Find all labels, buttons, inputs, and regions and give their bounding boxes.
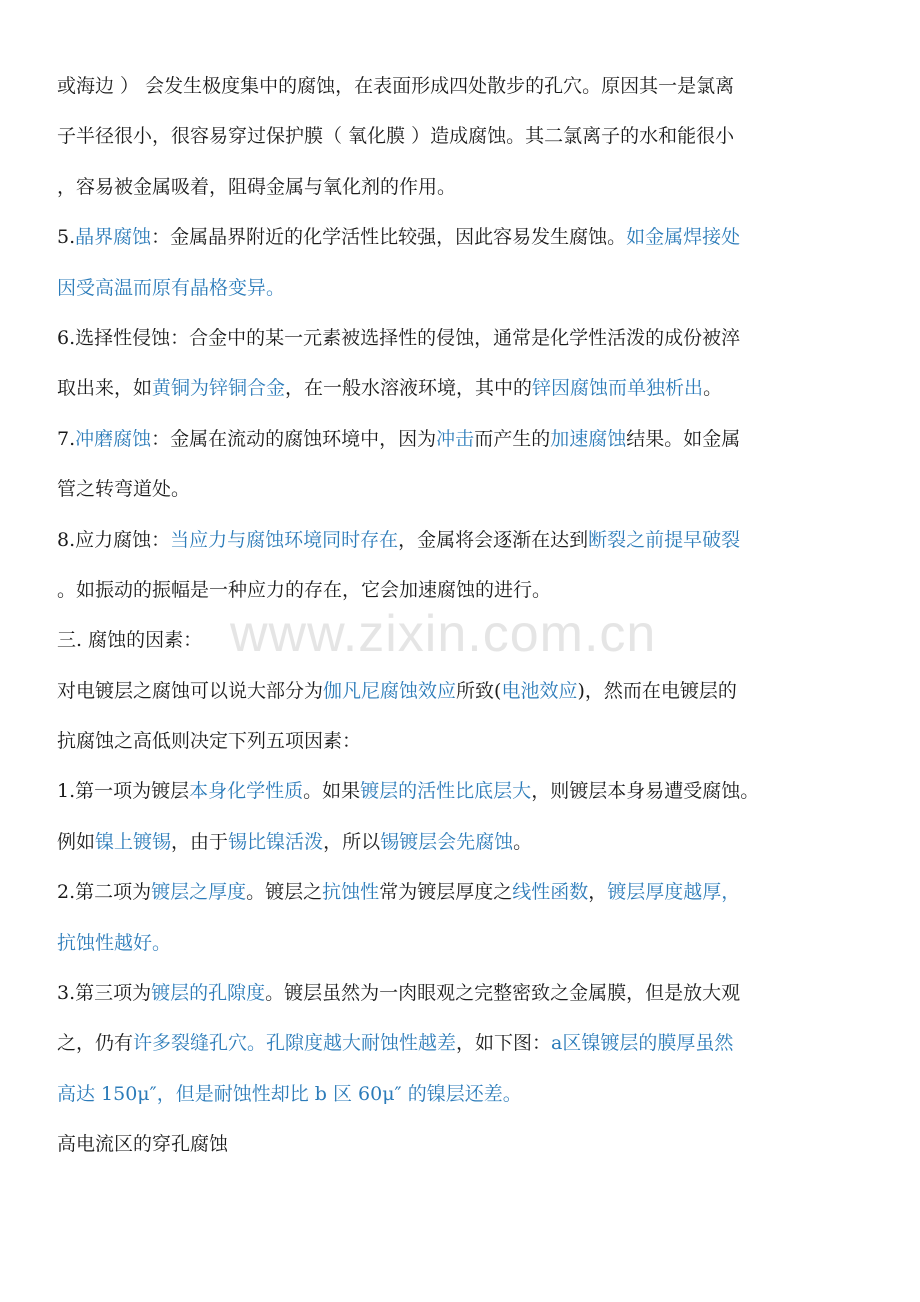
text-segment: ：金属晶界附近的化学活性比较强，因此容易发生腐蚀。 (151, 226, 627, 249)
text-line (57, 872, 857, 922)
highlighted-text: 许多裂缝孔穴。孔隙度越大耐蚀性越差 (133, 1032, 457, 1055)
text-segment: ，容易被金属吸着，阻碍金属与氧化剂的作用。 (57, 175, 457, 198)
highlighted-text: 伽凡尼腐蚀效应 (323, 679, 457, 702)
text-segment: 3.第三项为 (57, 982, 152, 1005)
highlighted-text: a区镍镀层的膜厚虽然 (551, 1032, 734, 1055)
text-line (57, 419, 857, 469)
text-segment: 所致( (456, 679, 502, 702)
text-segment: 管之转弯道处。 (57, 478, 191, 501)
text-segment: )，然而在电镀层的 (577, 679, 737, 702)
text-line (57, 721, 857, 771)
text-line (57, 116, 857, 166)
text-segment: ，所以 (323, 830, 381, 853)
highlighted-text: 晶界腐蚀 (75, 226, 152, 249)
text-segment: 三. 腐蚀的因素： (57, 629, 203, 652)
text-line (57, 973, 857, 1023)
text-segment: 对电镀层之腐蚀可以说大部分为 (57, 679, 324, 702)
text-segment: ，金属将会逐渐在达到 (398, 528, 589, 551)
highlighted-text: 锡比镍活泼 (228, 830, 324, 853)
text-segment: 或海边 ） 会发生极度集中的腐蚀，在表面形成四处散步的孔穴。原因其一是氯离 (57, 75, 735, 97)
highlighted-text: 锌因腐蚀而单独析出 (532, 377, 704, 400)
text-segment: 之，仍有 (57, 1032, 134, 1055)
text-line (57, 368, 857, 418)
text-segment: ：金属在流动的腐蚀环境中，因为 (151, 427, 437, 450)
text-line (57, 923, 857, 973)
text-segment: 1.第一项为镀层 (57, 780, 190, 803)
text-line (57, 822, 857, 872)
text-segment: 抗腐蚀之高低则决定下列五项因素： (57, 730, 362, 753)
text-segment: 2.第二项为 (57, 881, 152, 904)
highlighted-text: 当应力与腐蚀环境同时存在 (170, 528, 399, 551)
text-segment: 6.选择性侵蚀：合金中的某一元素被选择性的侵蚀，通常是化学性活泼的成份被淬 (57, 326, 741, 349)
text-line (57, 66, 857, 116)
highlighted-text: 黄铜为锌铜合金 (152, 377, 286, 400)
highlighted-text: 抗蚀性越好。 (57, 931, 172, 954)
text-segment: ，由于 (171, 830, 229, 853)
highlighted-text: 镀层的活性比底层大 (360, 780, 532, 803)
highlighted-text: 冲击 (436, 427, 475, 450)
text-segment: 取出来，如 (57, 377, 153, 400)
highlighted-text: 锡镀层会先腐蚀 (380, 830, 514, 853)
highlighted-text: 抗蚀性 (322, 881, 380, 904)
text-segment: ，在一般水溶液环境，其中的 (285, 377, 533, 400)
highlighted-text: 因受高温而原有晶格变异。 (57, 276, 286, 299)
highlighted-text: 电池效应 (501, 679, 578, 702)
highlighted-text: 镀层之厚度 (151, 881, 247, 904)
text-segment: 。 (703, 377, 723, 400)
text-segment: 。如振动的振幅是一种应力的存在，它会加速腐蚀的进行。 (57, 578, 552, 601)
text-segment: 高电流区的穿孔腐蚀 (57, 1133, 229, 1156)
highlighted-text: 线性函数 (512, 881, 589, 904)
highlighted-text: 如金属焊接处 (626, 226, 741, 249)
text-segment: 5. (57, 226, 76, 249)
highlighted-text: 高达 150μ″，但是耐蚀性却比 b 区 60μ″ 的镍层还差。 (57, 1082, 522, 1105)
text-segment: ，如下图： (456, 1032, 552, 1055)
highlighted-text: 断裂之前提早破裂 (588, 528, 741, 551)
highlighted-text: 镀层厚度越厚， (607, 881, 741, 904)
watermark: www.zixin.com.cn (230, 605, 657, 663)
highlighted-text: 冲磨腐蚀 (75, 427, 152, 450)
text-segment: 。镀层虽然为一肉眼观之完整密致之金属膜，但是放大观 (265, 982, 741, 1005)
text-line (57, 520, 857, 570)
text-line (57, 268, 857, 318)
text-segment: 结果。如金属 (626, 427, 741, 450)
text-segment: 例如 (57, 830, 96, 853)
text-segment: 。如果 (303, 780, 361, 803)
text-segment: ， (588, 881, 608, 904)
text-line (57, 671, 857, 721)
text-segment: 子半径很小，很容易穿过保护膜（ 氧化膜 ）造成腐蚀。其二氯离子的水和能很小 (57, 125, 735, 148)
highlighted-text: 镀层的孔隙度 (151, 982, 266, 1005)
text-segment: 常为镀层厚度之 (379, 881, 513, 904)
text-segment: ，则镀层本身易遭受腐蚀。 (531, 780, 760, 803)
text-segment: 而产生的 (474, 427, 551, 450)
text-segment: 。 (513, 830, 533, 853)
text-line (57, 771, 857, 821)
text-line (57, 318, 857, 368)
text-line (57, 1124, 857, 1174)
text-line (57, 1074, 857, 1124)
text-line (57, 217, 857, 267)
text-line (57, 167, 857, 217)
text-segment: 。镀层之 (246, 881, 323, 904)
highlighted-text: 镍上镀锡 (95, 830, 172, 853)
highlighted-text: 加速腐蚀 (550, 427, 627, 450)
text-segment: 8.应力腐蚀： (57, 528, 171, 551)
text-line (57, 1023, 857, 1073)
highlighted-text: 本身化学性质 (189, 780, 304, 803)
text-line (57, 469, 857, 519)
text-segment: 7. (57, 427, 76, 450)
